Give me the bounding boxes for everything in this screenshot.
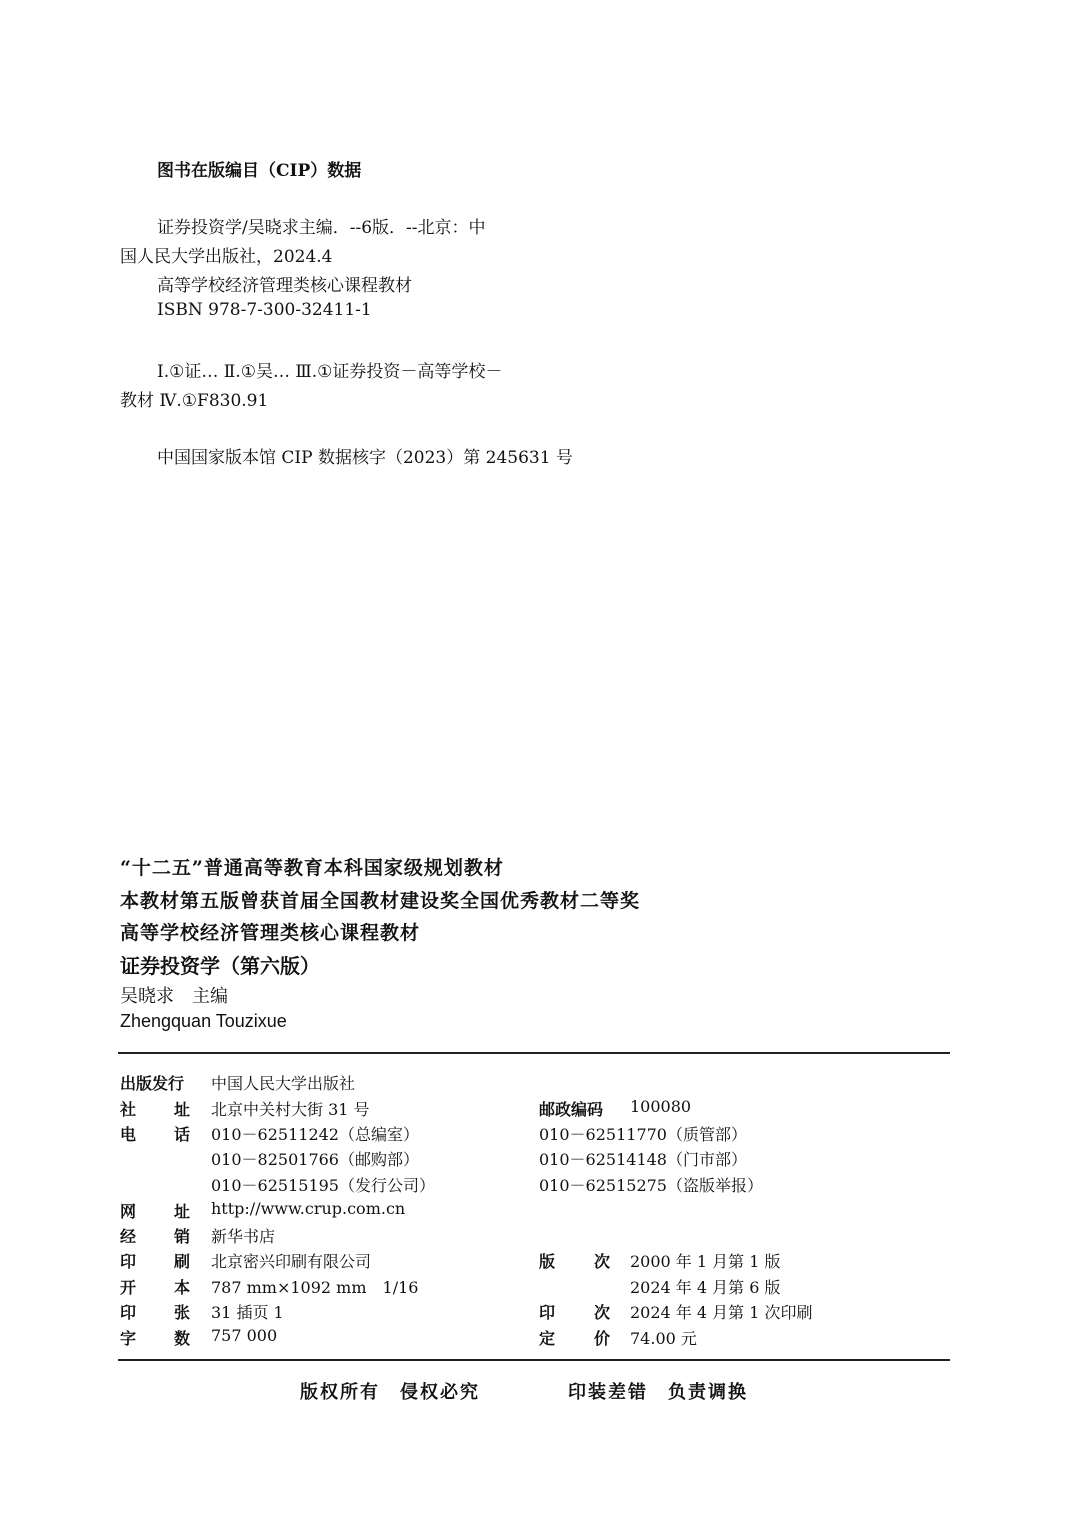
printer-value: 北京密兴印刷有限公司 xyxy=(211,1252,372,1271)
price-label: 价 xyxy=(594,1329,611,1348)
impression-label: 次 xyxy=(594,1303,611,1322)
cip-line: 高等学校经济管理类核心课程教材 xyxy=(157,276,412,296)
word-count-value: 757 000 xyxy=(211,1326,278,1345)
address-label: 址 xyxy=(174,1100,191,1119)
edition-value: 2024 年 4 月第 6 版 xyxy=(630,1278,781,1297)
impression-label: 印 xyxy=(539,1303,556,1322)
address-value: 北京中关村大街 31 号 xyxy=(211,1100,370,1119)
sheets-label: 张 xyxy=(174,1303,191,1322)
distributor-value: 新华书店 xyxy=(211,1227,276,1246)
printer-label: 刷 xyxy=(174,1252,191,1271)
price-label: 定 xyxy=(539,1329,556,1348)
edition-label: 次 xyxy=(594,1252,611,1271)
cip-line: 教材 Ⅳ.①F830.91 xyxy=(120,391,269,411)
format-label: 本 xyxy=(174,1278,191,1297)
phone-label: 话 xyxy=(174,1125,191,1144)
price-value: 74.00 元 xyxy=(630,1329,697,1348)
cip-line: 国人民大学出版社，2024.4 xyxy=(120,247,333,267)
phone-value: 010－62515195（发行公司） xyxy=(211,1176,435,1195)
publisher-label: 出版发行 xyxy=(120,1074,185,1093)
award-line: 本教材第五版曾获首届全国教材建设奖全国优秀教材二等奖 xyxy=(120,890,641,912)
series-line: 高等学校经济管理类核心课程教材 xyxy=(120,922,421,944)
publisher-value: 中国人民大学出版社 xyxy=(211,1074,356,1093)
sheets-label: 印 xyxy=(120,1303,137,1322)
distributor-label: 销 xyxy=(174,1227,191,1246)
cip-title: 图书在版编目（CIP）数据 xyxy=(157,161,362,181)
phone-value: 010－62511770（质管部） xyxy=(539,1125,747,1144)
book-title: 证券投资学（第六版） xyxy=(120,954,320,978)
bottom-divider xyxy=(118,1359,950,1361)
website-label: 网 xyxy=(120,1202,137,1221)
postcode-label: 邮政编码 xyxy=(539,1100,604,1119)
distributor-label: 经 xyxy=(120,1227,137,1246)
error-notice: 印装差错 负责调换 xyxy=(568,1382,748,1403)
edition-value: 2000 年 1 月第 1 版 xyxy=(630,1252,781,1271)
cip-line: Ⅰ.①证… Ⅱ.①吴… Ⅲ.①证券投资－高等学校－ xyxy=(157,362,503,382)
phone-label: 电 xyxy=(120,1125,137,1144)
cip-number: 中国国家版本馆 CIP 数据核字（2023）第 245631 号 xyxy=(157,448,573,468)
rights-notice: 版权所有 侵权必究 xyxy=(300,1382,480,1403)
website-value: http://www.crup.com.cn xyxy=(211,1199,406,1218)
impression-value: 2024 年 4 月第 1 次印刷 xyxy=(630,1303,813,1322)
word-count-label: 数 xyxy=(174,1329,191,1348)
cip-line: ISBN 978-7-300-32411-1 xyxy=(157,300,372,320)
book-editor: 吴晓求 主编 xyxy=(120,986,228,1007)
phone-value: 010－62511242（总编室） xyxy=(211,1125,419,1144)
top-divider xyxy=(118,1052,950,1054)
series-line: “十二五”普通高等教育本科国家级规划教材 xyxy=(120,857,504,879)
phone-value: 010－62515275（盗版举报） xyxy=(539,1176,763,1195)
website-label: 址 xyxy=(174,1202,191,1221)
phone-value: 010－62514148（门市部） xyxy=(539,1150,747,1169)
edition-label: 版 xyxy=(539,1252,556,1271)
format-value: 787 mm×1092 mm 1/16 xyxy=(211,1278,419,1297)
format-label: 开 xyxy=(120,1278,137,1297)
book-pinyin-title: Zhengquan Touzixue xyxy=(120,1011,287,1031)
printer-label: 印 xyxy=(120,1252,137,1271)
postcode-value: 100080 xyxy=(630,1097,692,1116)
address-label: 社 xyxy=(120,1100,137,1119)
word-count-label: 字 xyxy=(120,1329,137,1348)
cip-line: 证券投资学/吴晓求主编．--6版．--北京：中 xyxy=(157,218,486,238)
sheets-value: 31 插页 1 xyxy=(211,1303,284,1322)
phone-value: 010－82501766（邮购部） xyxy=(211,1150,419,1169)
